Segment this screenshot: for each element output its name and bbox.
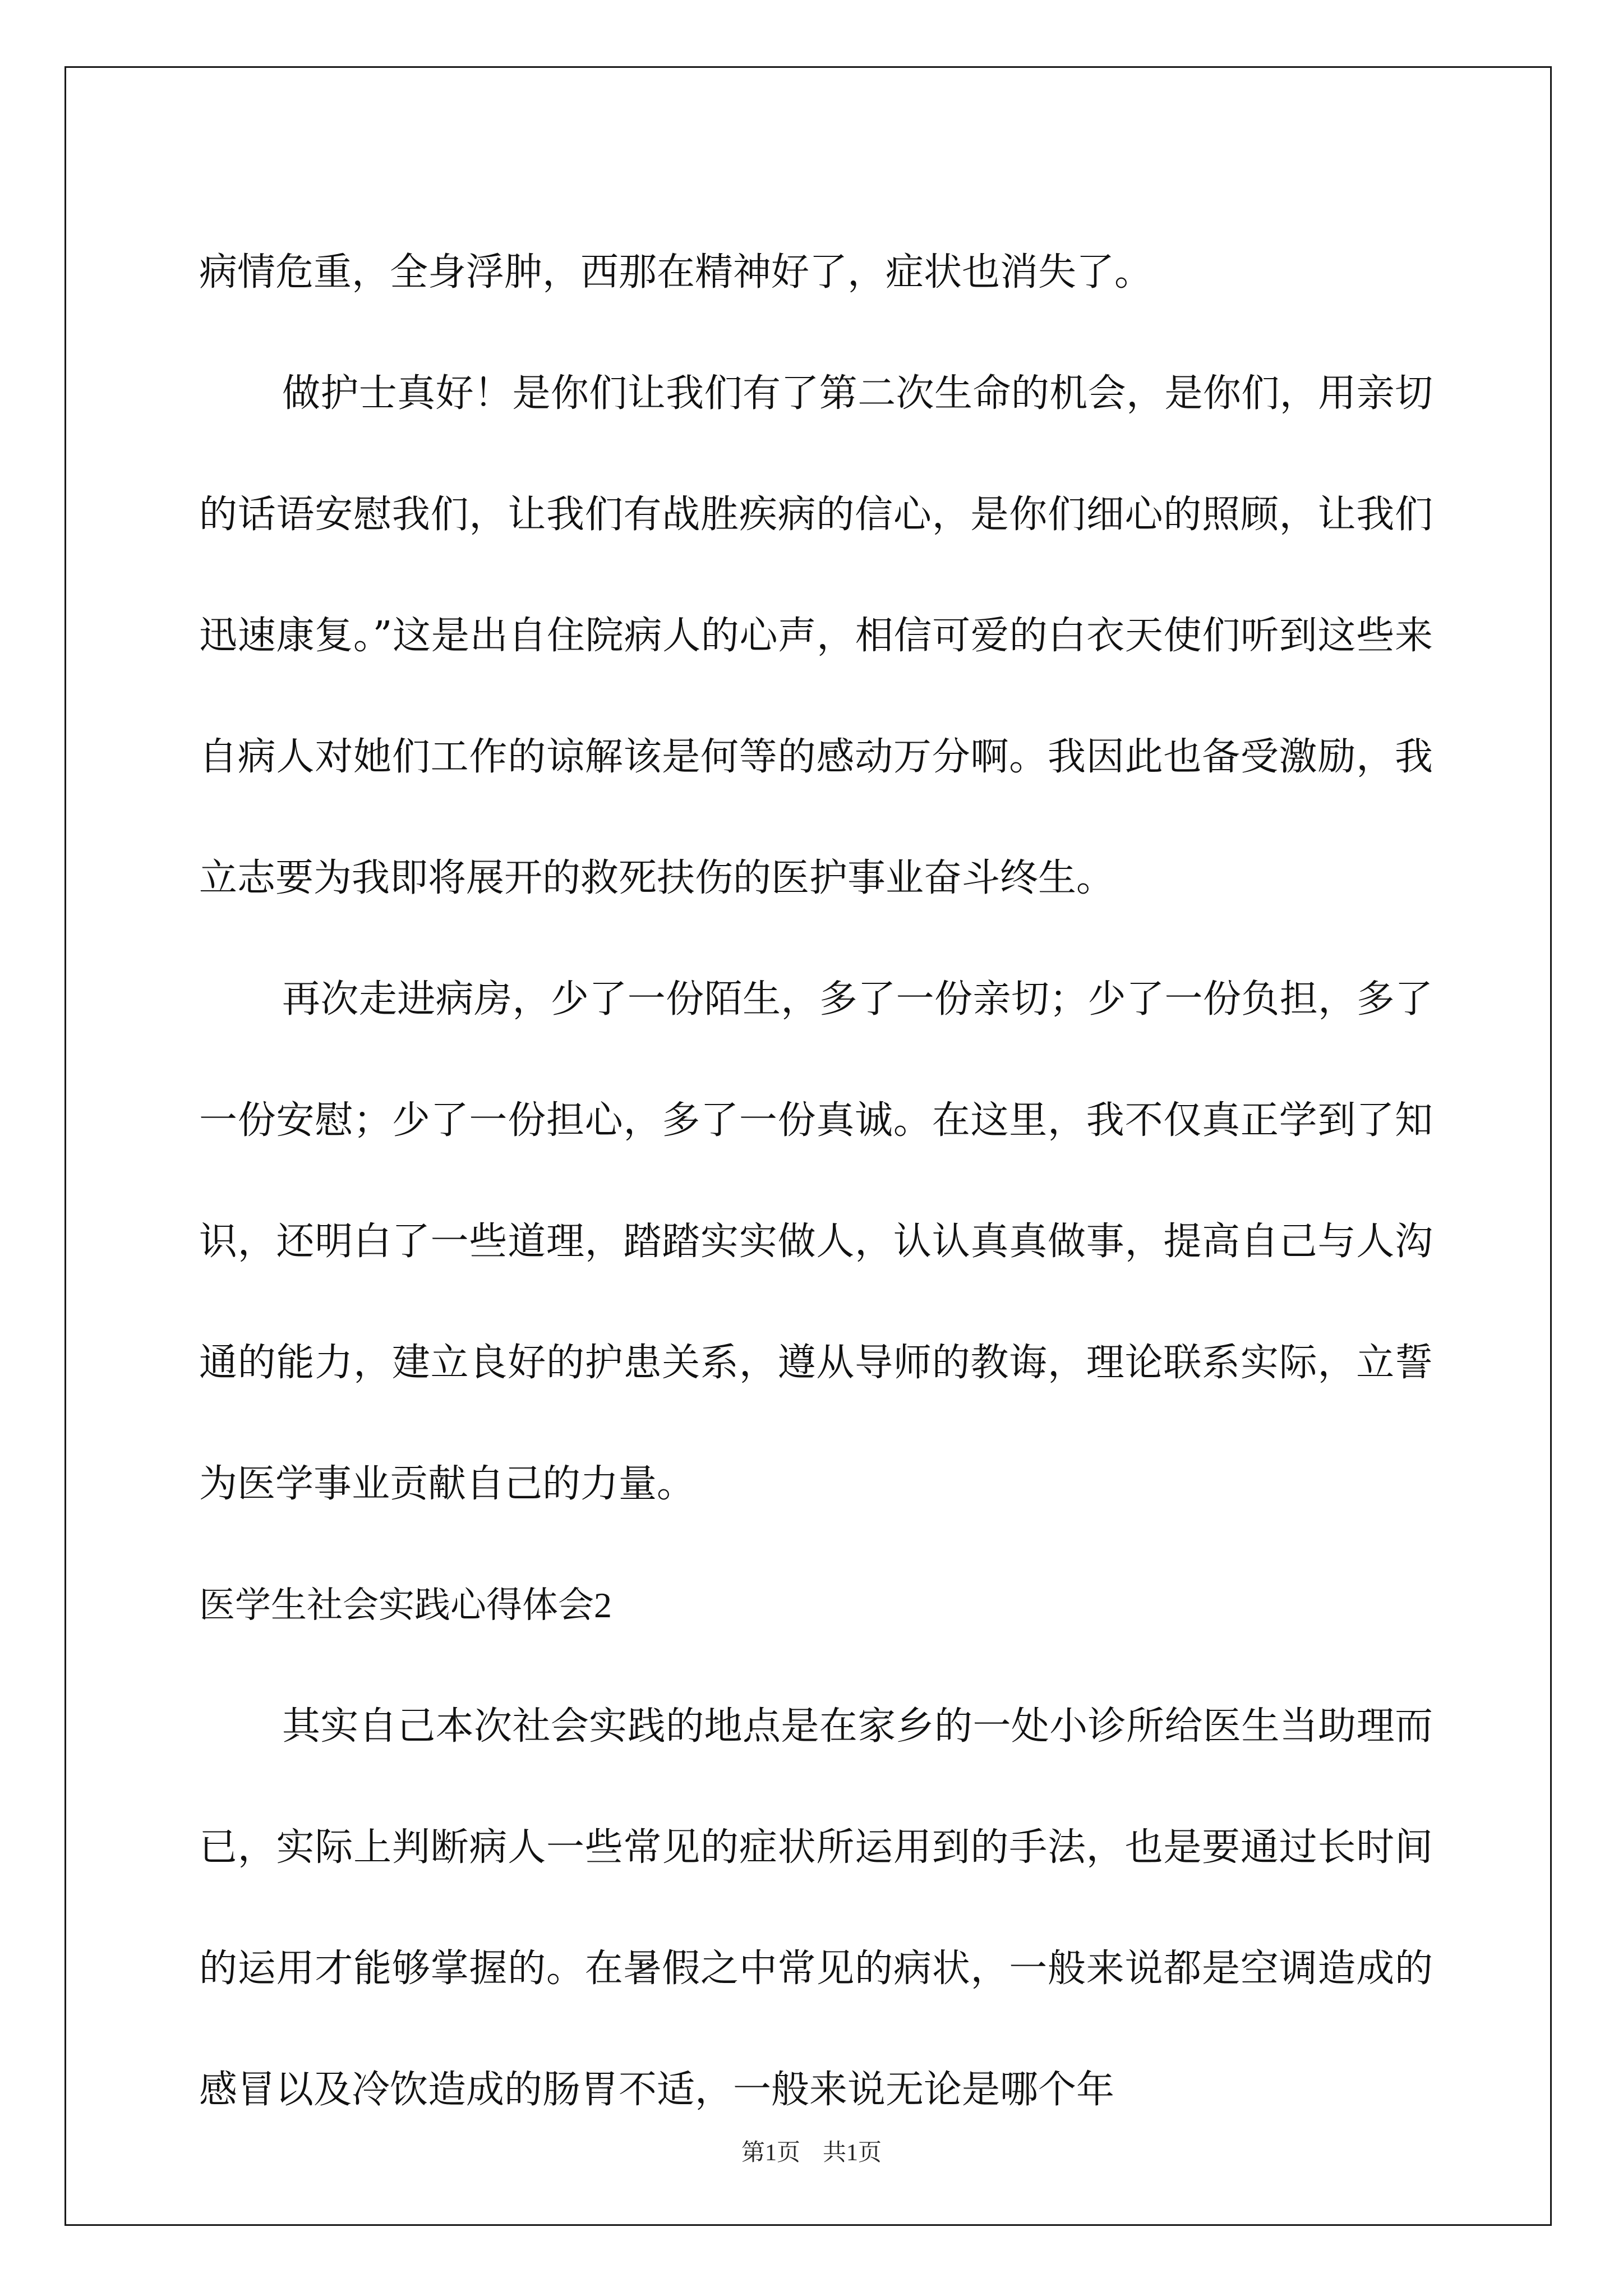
page-footer [0,2136,1623,2170]
page-number: 第1页 [741,2140,800,2166]
paragraph-3: 再次走进病房，少了一份陌生，多了一份亲切；少了一份负担，多了一份安慰；少了一份担心，多了一份真诚。在这里，我不仅真正学到了知识，还明白了一些道理，踏踏实实做人，认认真真做事，提高自己与人沟通的能力，建立良好的护患关系，遵从导师的教诲，理论联系实际，立誓为医学事业贡献自己的力量。 [199,977,1433,1506]
paragraph-1: 病情危重，全身浮肿，西那在精神好了，症状也消失了。 [199,250,1153,295]
document-body [199,212,1433,2151]
paragraph-2: 做护士真好！是你们让我们有了第二次生命的机会，是你们，用亲切的话语安慰我们，让我们有战胜疾病的信心，是你们细心的照顾，让我们迅速康复。”这是出自住院病人的心声，相信可爱的白衣天使们听到这些来自病人对她们工作的谅解该是何等的感动万分啊。我因此也备受激励，我立志要为我即将展开的救死扶伤的医护事业奋斗终生。 [199,371,1433,900]
section-paragraph: 其实自己本次社会实践的地点是在家乡的一处小诊所给医生当助理而已，实际上判断病人一些常见的症状所运用到的手法，也是要通过长时间的运用才能够掌握的。在暑假之中常见的病状，一般来说都是空调造成的感冒以及冷饮造成的肠胃不适，一般来说无论是哪个年 [199,1704,1433,2112]
section-heading: 医学生社会实践心得体会2 [199,1585,612,1625]
total-pages: 共1页 [823,2140,882,2166]
